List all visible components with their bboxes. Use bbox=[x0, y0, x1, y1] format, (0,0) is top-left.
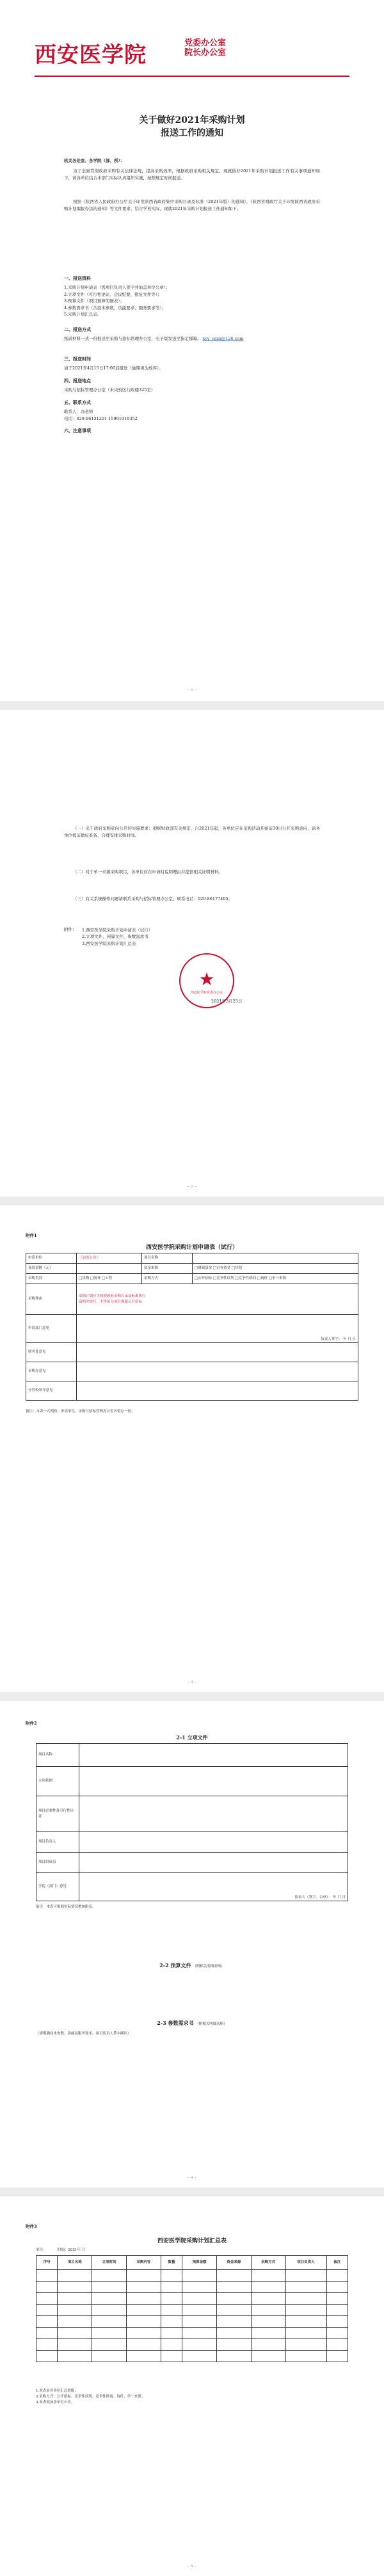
page-4 bbox=[26, 1701, 358, 2187]
sub3-title: 2-3 参数需求书 bbox=[157, 2020, 194, 2026]
table-cell[interactable] bbox=[161, 2316, 182, 2328]
letterhead-office-line1: 党委办公室 bbox=[184, 38, 227, 48]
salutation: 机关各处室、各学院（部、所）： bbox=[64, 158, 125, 163]
table-cell[interactable] bbox=[251, 2270, 285, 2282]
table-cell[interactable] bbox=[251, 2293, 285, 2305]
sign-date: 2021年3月25日 bbox=[211, 999, 243, 1004]
summary-col-header: 预算金额 bbox=[182, 2256, 217, 2270]
table-cell[interactable] bbox=[161, 2270, 182, 2282]
form-note: 备注：本表一式两份，申请单位、采购与招标管理办公室各留存一份。 bbox=[26, 1410, 135, 1413]
type-value[interactable]: □货物 □服务 □工程 bbox=[77, 1274, 142, 1284]
attachment-item: 2.立项文件、预算文件、参数需求书 bbox=[82, 934, 148, 939]
page-3 bbox=[26, 1205, 358, 1692]
table-cell[interactable] bbox=[92, 2328, 127, 2339]
table-cell[interactable] bbox=[285, 2305, 326, 2316]
row-label: 项目名称 bbox=[36, 1744, 79, 1767]
page-2 bbox=[26, 710, 358, 1196]
summary-col-header: 备注 bbox=[326, 2256, 348, 2270]
section4-text: 采购与招标管理办公室（未央校区行政楼325室） bbox=[64, 387, 156, 392]
table-cell[interactable] bbox=[36, 2282, 58, 2293]
table-cell[interactable] bbox=[326, 2270, 348, 2282]
table-row bbox=[36, 2282, 348, 2293]
attachment-item: 1.西安医学院采购计划申请表（试行） bbox=[82, 927, 153, 933]
table-row bbox=[36, 2305, 348, 2316]
email-link[interactable]: xyy_cgzx@126.com bbox=[202, 336, 244, 341]
table-cell[interactable] bbox=[36, 2316, 58, 2328]
table-cell[interactable] bbox=[251, 2339, 285, 2351]
table-cell[interactable] bbox=[58, 2282, 92, 2293]
sub2-hint: （附相关明细表格） bbox=[193, 1965, 225, 1968]
page-5 bbox=[26, 2196, 358, 2576]
table-cell[interactable] bbox=[285, 2293, 326, 2305]
table-cell[interactable] bbox=[182, 2351, 217, 2362]
summary-note: 2.采购方式：公开招标、竞争性谈判、竞争性磋商、询价、单一来源； bbox=[36, 2395, 145, 2399]
row-label: 项目必要性及可行性论证 bbox=[36, 1796, 79, 1832]
page-separator bbox=[0, 2187, 384, 2196]
project-name-field[interactable] bbox=[193, 1253, 358, 1264]
table-cell[interactable] bbox=[285, 2339, 326, 2351]
table-cell[interactable] bbox=[285, 2328, 326, 2339]
application-form bbox=[26, 1253, 358, 1401]
table-cell[interactable] bbox=[161, 2293, 182, 2305]
table-cell[interactable] bbox=[251, 2328, 285, 2339]
sub2-heading bbox=[26, 1962, 358, 1970]
table-cell[interactable] bbox=[182, 2328, 217, 2339]
attachment-tag: 附件1 bbox=[26, 1233, 37, 1238]
table-row bbox=[36, 2293, 348, 2305]
row-field[interactable] bbox=[79, 1767, 348, 1796]
table-cell[interactable] bbox=[216, 2293, 251, 2305]
basis-paragraph: 根据《陕西省人民政府办公厅关于印发陕西省政府集中采购目录及标准（2021年版）的通知》、《陕西省财政厅关于印发陕西省政府采购计划编报办法的通知》等文件要求，结合学校实际，现就2021年采购计划报送工作通知如下。 bbox=[64, 199, 320, 211]
table-cell[interactable] bbox=[182, 2270, 217, 2282]
summary-col-header: 立项时间 bbox=[92, 2256, 127, 2270]
table-cell[interactable] bbox=[251, 2282, 285, 2293]
table-cell[interactable] bbox=[92, 2305, 127, 2316]
table-cell[interactable] bbox=[161, 2305, 182, 2316]
table-cell[interactable] bbox=[126, 2339, 161, 2351]
budget-field[interactable] bbox=[77, 1264, 142, 1274]
table-cell[interactable] bbox=[92, 2282, 127, 2293]
sub3-heading bbox=[26, 2020, 358, 2027]
table-cell[interactable] bbox=[216, 2339, 251, 2351]
table-cell[interactable] bbox=[216, 2282, 251, 2293]
row-field[interactable] bbox=[79, 1832, 348, 1853]
table-cell[interactable] bbox=[92, 2339, 127, 2351]
row-field[interactable] bbox=[79, 1853, 348, 1873]
section1-title: 一、报送资料 bbox=[64, 275, 91, 281]
table-cell[interactable] bbox=[58, 2328, 92, 2339]
section1-item: 5.采购计划汇总表。 bbox=[64, 312, 102, 317]
section2-text bbox=[64, 335, 320, 342]
table-row bbox=[36, 2270, 348, 2282]
sub1-date: 年 月 日 bbox=[333, 1896, 346, 1899]
table-cell[interactable] bbox=[182, 2305, 217, 2316]
table-cell[interactable] bbox=[285, 2351, 326, 2362]
letterhead-office bbox=[184, 38, 351, 58]
page-number: — 4 — bbox=[186, 2176, 198, 2180]
letterhead-office-line2: 院长办公室 bbox=[184, 48, 227, 58]
method-label: 采购方式 bbox=[142, 1274, 193, 1284]
section3-title: 三、报送时间 bbox=[64, 356, 91, 362]
source-value[interactable]: □财政资金 □自有资金 □其他 bbox=[193, 1264, 358, 1274]
page-1 bbox=[26, 0, 358, 701]
source-label: 资金来源 bbox=[142, 1264, 193, 1274]
table-cell[interactable] bbox=[216, 2328, 251, 2339]
section1-list bbox=[64, 284, 320, 318]
table-cell[interactable] bbox=[36, 2305, 58, 2316]
summary-table bbox=[36, 2255, 348, 2362]
table-cell[interactable] bbox=[182, 2339, 217, 2351]
office-label: 采购办意见 bbox=[26, 1362, 77, 1381]
table-cell[interactable] bbox=[285, 2270, 326, 2282]
summary-col-header: 采购内容 bbox=[126, 2256, 161, 2270]
row-field[interactable] bbox=[79, 1744, 348, 1767]
project-name-label: 项目名称 bbox=[142, 1253, 193, 1264]
red-note: 采购计划应当按照政府采购目录及标准执行 bbox=[79, 1294, 146, 1298]
table-cell[interactable] bbox=[92, 2316, 127, 2328]
sub3-hint: （附相关明细表格） bbox=[195, 2022, 227, 2026]
page-number: — 3 — bbox=[186, 1680, 198, 1684]
row-sign[interactable] bbox=[79, 1873, 348, 1901]
table-cell[interactable] bbox=[58, 2305, 92, 2316]
summary-col-header: 项目名称 bbox=[58, 2256, 92, 2270]
section1-item: 2.立项文件（可行性论证、会议纪要、批复文件等）； bbox=[64, 291, 162, 297]
table-cell[interactable] bbox=[251, 2351, 285, 2362]
doc-title-line2: 报送工作的通知 bbox=[161, 128, 223, 138]
table-cell[interactable] bbox=[58, 2351, 92, 2362]
summary-note: 3.本表须加盖单位公章。 bbox=[36, 2401, 75, 2404]
attachment-item: 3.西安医学院采购计划汇总表 bbox=[82, 940, 136, 946]
table-cell[interactable] bbox=[36, 2270, 58, 2282]
table-row bbox=[36, 2316, 348, 2328]
table-cell[interactable] bbox=[326, 2305, 348, 2316]
form-title: 西安医学院采购计划申请表（试行） bbox=[145, 1244, 238, 1251]
table-cell[interactable] bbox=[251, 2316, 285, 2328]
summary-col-header: 数量 bbox=[161, 2256, 182, 2270]
section1-item: 4.参数需求书（含技术参数、功能要求、服务要求等）； bbox=[64, 305, 166, 310]
table-cell[interactable] bbox=[216, 2270, 251, 2282]
reason-field[interactable] bbox=[77, 1284, 358, 1315]
attachment-tag: 附件3 bbox=[26, 2224, 37, 2229]
table-cell[interactable] bbox=[161, 2328, 182, 2339]
contact-person: 联系人：冯老师 bbox=[64, 409, 93, 414]
method-value[interactable]: □公开招标 □竞争性谈判 □竞争性磋商 □询价 □单一来源 bbox=[193, 1274, 358, 1284]
finance-label: 财务处意见 bbox=[26, 1343, 77, 1362]
table-cell[interactable] bbox=[326, 2328, 348, 2339]
table-cell[interactable] bbox=[326, 2316, 348, 2328]
table-cell[interactable] bbox=[182, 2282, 217, 2293]
seal-text: 西安医学院党委办公室 bbox=[190, 991, 223, 995]
table-cell[interactable] bbox=[285, 2316, 326, 2328]
table-row bbox=[36, 2351, 348, 2362]
section1-item: 1.采购计划申请表（需项目负责人签字并加盖单位公章）； bbox=[64, 285, 170, 290]
note-3: （三）有关系统操作问题请联系采购与招标管理办公室，联系电话：029-86177405。 bbox=[73, 896, 233, 901]
table-cell[interactable] bbox=[326, 2282, 348, 2293]
leader-field[interactable] bbox=[77, 1381, 358, 1401]
page-separator bbox=[0, 701, 384, 710]
leader-label: 分管校领导意见 bbox=[26, 1381, 77, 1401]
page-separator bbox=[0, 1692, 384, 1701]
section5-title: 五、联系方式 bbox=[64, 399, 91, 405]
table-cell[interactable] bbox=[326, 2339, 348, 2351]
table-row bbox=[36, 2328, 348, 2339]
table-cell[interactable] bbox=[36, 2351, 58, 2362]
table-cell[interactable] bbox=[216, 2351, 251, 2362]
table-cell[interactable] bbox=[182, 2293, 217, 2305]
summary-notes bbox=[36, 2388, 145, 2406]
table-cell[interactable] bbox=[161, 2351, 182, 2362]
table-cell[interactable] bbox=[216, 2305, 251, 2316]
apply-unit-label: 申请单位 bbox=[26, 1253, 77, 1264]
table-cell[interactable] bbox=[285, 2282, 326, 2293]
apply-unit-value[interactable]: （加盖公章） bbox=[77, 1253, 142, 1264]
page-number: — 5 — bbox=[186, 2564, 198, 2568]
row-label: 学院（部门）意见 bbox=[36, 1873, 79, 1901]
reason-label: 采购理由 bbox=[26, 1284, 77, 1315]
dept-opinion-sign[interactable]: 负责人签字： 年 月 日 bbox=[77, 1315, 358, 1343]
section6-title: 六、注意事项 bbox=[64, 428, 91, 433]
table-cell[interactable] bbox=[92, 2293, 127, 2305]
contact-phone: 电话：029-86131201 15991919352 bbox=[64, 415, 138, 421]
budget-label: 预算金额（元） bbox=[26, 1264, 77, 1274]
table-cell[interactable] bbox=[58, 2339, 92, 2351]
summary-col-header: 项目负责人 bbox=[285, 2256, 326, 2270]
summary-col-header: 序号 bbox=[36, 2256, 58, 2270]
red-note: 请据实填写，不得拆分项目规避公开招标 bbox=[79, 1300, 143, 1304]
sub1-sign: 负责人（签字、公章）： bbox=[294, 1896, 332, 1899]
table-cell[interactable] bbox=[92, 2351, 127, 2362]
table-cell[interactable] bbox=[126, 2305, 161, 2316]
row-label: 项目组成员 bbox=[36, 1853, 79, 1873]
table-cell[interactable] bbox=[126, 2316, 161, 2328]
doc-title-line1: 关于做好2021年采购计划 bbox=[139, 115, 245, 125]
table-row bbox=[36, 2339, 348, 2351]
summary-note: 1.本表由各单位汇总填报； bbox=[36, 2389, 78, 2393]
attachment-list bbox=[64, 926, 320, 947]
letterhead-school: 西安医学院 bbox=[35, 42, 147, 68]
table-cell[interactable] bbox=[58, 2270, 92, 2282]
type-label: 采购类别 bbox=[26, 1274, 77, 1284]
sub1-title: 2-1 立项文件 bbox=[176, 1734, 208, 1741]
table-cell[interactable] bbox=[36, 2293, 58, 2305]
section2-title: 二、报送方式 bbox=[64, 326, 91, 332]
row-label: 项目负责人 bbox=[36, 1832, 79, 1853]
table-cell[interactable] bbox=[126, 2293, 161, 2305]
table-cell[interactable] bbox=[161, 2282, 182, 2293]
sub2-title: 2-2 预算文件 bbox=[159, 1962, 191, 1968]
dept-opinion-label: 申请部门意见 bbox=[26, 1315, 77, 1343]
seal-star-icon: ★ bbox=[198, 969, 215, 990]
summary-unit: 单位： bbox=[36, 2248, 47, 2252]
table-cell[interactable] bbox=[251, 2305, 285, 2316]
summary-body bbox=[36, 2270, 348, 2362]
table-cell[interactable] bbox=[182, 2316, 217, 2328]
project-table bbox=[36, 1743, 348, 1901]
section4-title: 四、报送地点 bbox=[64, 378, 91, 383]
page-number: — 1 — bbox=[186, 688, 198, 692]
page-separator bbox=[0, 1196, 384, 1205]
table-cell[interactable] bbox=[58, 2293, 92, 2305]
letterhead-rule bbox=[35, 76, 349, 77]
section5-contact bbox=[64, 408, 320, 422]
table-cell[interactable] bbox=[126, 2351, 161, 2362]
summary-title: 西安医学院采购计划汇总表 bbox=[157, 2238, 227, 2244]
summary-header-row bbox=[36, 2256, 348, 2270]
section2-body: 纸质材料一式一份报送至采购与招标管理办公室，电子版发送至指定邮箱。 bbox=[64, 336, 202, 341]
row-field[interactable] bbox=[79, 1796, 348, 1832]
table-cell[interactable] bbox=[326, 2351, 348, 2362]
section3-text: 请于2021年4月15日17:00前报送（逾期视为放弃）。 bbox=[64, 366, 163, 371]
page-number: — 2 — bbox=[186, 1185, 198, 1189]
sub1-note: 备注：本表可根据实际情况增加附页。 bbox=[36, 1905, 96, 1909]
note-2: （二）对于单一来源采购项目，各单位应在申请时说明理由并提供相关证明材料。 bbox=[73, 869, 223, 874]
section1-item: 3.预算文件（项目预算明细表）； bbox=[64, 298, 124, 303]
note-1: （一）关于政府采购意向公开的实施要求：根据财政部有关规定，自2021年起，各单位应在采购活动开始前30日公开采购意向，请各单位提前做好准备，合理安排采购时间。 bbox=[64, 826, 320, 838]
doc-title bbox=[26, 114, 358, 140]
table-cell[interactable] bbox=[161, 2339, 182, 2351]
attachment-tag: 附件2 bbox=[26, 1721, 37, 1726]
table-cell[interactable] bbox=[36, 2328, 58, 2339]
table-cell[interactable] bbox=[216, 2316, 251, 2328]
table-cell[interactable] bbox=[58, 2316, 92, 2328]
table-cell[interactable] bbox=[92, 2270, 127, 2282]
table-cell[interactable] bbox=[326, 2293, 348, 2305]
intro-paragraph: 为了全面贯彻政府采购有关法律法规，提高采购效率，根据政府采购相关规定，现就做好2021年采购计划报送工作有关事项通知如下，请各单位结合本部门实际认真组织实施，按照规定时间报送。 bbox=[64, 168, 320, 181]
table-cell[interactable] bbox=[36, 2339, 58, 2351]
row-label: 立项依据 bbox=[36, 1767, 79, 1796]
office-field[interactable] bbox=[77, 1362, 358, 1381]
attachment-label: 附件： bbox=[64, 927, 77, 932]
summary-col-header: 采购方式 bbox=[251, 2256, 285, 2270]
table-cell[interactable] bbox=[126, 2282, 161, 2293]
summary-date: 时间：2021年 月 bbox=[58, 2248, 86, 2252]
table-cell[interactable] bbox=[126, 2270, 161, 2282]
finance-field[interactable] bbox=[77, 1343, 358, 1362]
table-cell[interactable] bbox=[126, 2328, 161, 2339]
sub3-text: （需明确技术参数、功能及服务要求，项目负责人签字确认） bbox=[36, 2032, 131, 2036]
summary-col-header: 资金来源 bbox=[216, 2256, 251, 2270]
